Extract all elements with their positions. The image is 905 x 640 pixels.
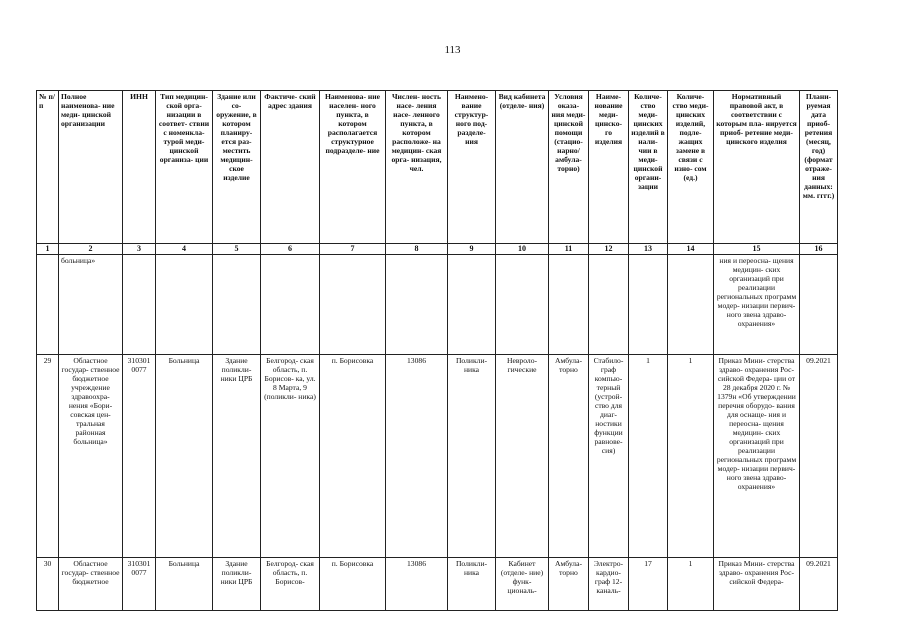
header-cell: Здание или со- оружение, в котором планиру- ется раз- местить медицин- ское изделие: [213, 91, 261, 244]
column-number: 5: [213, 244, 261, 255]
table-cell: 17: [629, 558, 668, 611]
table-cell: Областное государ- ственное бюджетное учреждение здравоохра- нения «Бори- совская цен- тральная районная больница»: [59, 355, 123, 558]
table-cell: ния и переосна- щения медицин- ских организаций при реализации региональных программ модер- низации первич- ного звена здраво- охранения»: [714, 255, 800, 355]
column-number: 15: [714, 244, 800, 255]
column-number: 10: [496, 244, 549, 255]
table-cell: Амбула- торно: [549, 558, 589, 611]
table-cell: Кабинет (отделе- ние) функ- циональ-: [496, 558, 549, 611]
table-cell: Поликли- ника: [448, 355, 496, 558]
table-cell: [156, 255, 213, 355]
page-number: 113: [444, 44, 461, 56]
table-cell: 310301 0077: [123, 355, 156, 558]
table-cell: больница»: [59, 255, 123, 355]
table-cell: 09.2021: [800, 558, 838, 611]
table-cell: [213, 255, 261, 355]
table-cell: 13086: [386, 355, 448, 558]
table-cell: [123, 255, 156, 355]
column-number: 12: [589, 244, 629, 255]
header-cell: Наиме- нование меди- цинско- го изделия: [589, 91, 629, 244]
header-cell: Наимено- вание структур- ного под- разделе- ния: [448, 91, 496, 244]
table-cell: [386, 255, 448, 355]
table-cell: 13086: [386, 558, 448, 611]
table-cell: [496, 255, 549, 355]
header-cell: Тип медицин- ской орга- низации в соответ- ствии с номенкла- турой меди- цинской организа- ции: [156, 91, 213, 244]
table-cell: Электро- кардио- граф 12- каналь-: [589, 558, 629, 611]
column-number: 8: [386, 244, 448, 255]
header-cell: Условия оказа- ния меди- цинской помощи (стацио- нарно/ амбула- торно): [549, 91, 589, 244]
table-cell: 1: [629, 355, 668, 558]
header-cell: Количе- ство меди- цинских изделий в нали- чии в меди- цинской органи- зации: [629, 91, 668, 244]
table-cell: [37, 255, 59, 355]
table-cell: Белгород- ская область, п. Борисов-: [261, 558, 320, 611]
column-number: 4: [156, 244, 213, 255]
header-cell: Полное наименова- ние меди- цинской организации: [59, 91, 123, 244]
table-cell: 29: [37, 355, 59, 558]
table-cell: п. Борисовка: [320, 558, 386, 611]
header-cell: Вид кабинета (отделе- ния): [496, 91, 549, 244]
table-cell: Приказ Мини- стерства здраво- охранения Рос- сийской Федера-: [714, 558, 800, 611]
table-cell: 1: [668, 355, 714, 558]
table-cell: Здание поликли- ники ЦРБ: [213, 558, 261, 611]
table-cell: Белгород- ская область, п. Борисов- ка, ул. 8 Марта, 9 (поликли- ника): [261, 355, 320, 558]
header-cell: № п/п: [37, 91, 59, 244]
table-cell: [589, 255, 629, 355]
table-row: [37, 355, 838, 558]
header-cell: Количе- ство меди- цинских изделий, подле- жащих замене в связи с изно- сом (ед.): [668, 91, 714, 244]
table-cell: [668, 255, 714, 355]
table-cell: [320, 255, 386, 355]
table-cell: Стабило- граф компью- терный (устрой- ство для диаг- ностики функции равнове- сия): [589, 355, 629, 558]
column-number: 9: [448, 244, 496, 255]
header-cell: Нормативный правовой акт, в соответствии с которым пла- нируется приоб- ретение меди- цинского изделия: [714, 91, 800, 244]
header-cell: Наименова- ние населен- ного пункта, в котором располагается структурное подразделе- ние: [320, 91, 386, 244]
table-cell: Здание поликли- ники ЦРБ: [213, 355, 261, 558]
equipment-table: [36, 90, 838, 611]
column-number-row: [37, 244, 838, 255]
table-cell: [261, 255, 320, 355]
table-cell: 30: [37, 558, 59, 611]
column-number: 16: [800, 244, 838, 255]
header-cell: ИНН: [123, 91, 156, 244]
table-cell: 1: [668, 558, 714, 611]
table-cell: Больница: [156, 558, 213, 611]
header-row: [37, 91, 838, 244]
column-number: 6: [261, 244, 320, 255]
table-cell: [629, 255, 668, 355]
column-number: 2: [59, 244, 123, 255]
column-number: 14: [668, 244, 714, 255]
table-cell: [800, 255, 838, 355]
column-number: 7: [320, 244, 386, 255]
table-cell: 09.2021: [800, 355, 838, 558]
table-row: [37, 558, 838, 611]
table-cell: Больница: [156, 355, 213, 558]
header-cell: Числен- ность насе- ления насе- ленного пункта, в котором расположе- на медицин- ская орга- низация, чел.: [386, 91, 448, 244]
table-cell: Амбула- торно: [549, 355, 589, 558]
column-number: 11: [549, 244, 589, 255]
table-cell: Областное государ- ственное бюджетное: [59, 558, 123, 611]
table-cell: [549, 255, 589, 355]
column-number: 3: [123, 244, 156, 255]
table-row: [37, 255, 838, 355]
column-number: 13: [629, 244, 668, 255]
header-cell: Плани- руемая дата приоб- ретения (месяц, год) (формат отраже- ния данных: мм. гггг.): [800, 91, 838, 244]
table-cell: Невроло- гические: [496, 355, 549, 558]
table-cell: Поликли- ника: [448, 558, 496, 611]
table-cell: Приказ Мини- стерства здраво- охранения Рос- сийской Федера- ции от 28 декабря 2020 г. № 1379н «Об утверждении перечня оборудо- вания для оснаще- ния и переосна- щения медицин- ских организаций при реализации региональных программ модер- низации первич- ного звена здраво- охранения»: [714, 355, 800, 558]
table-cell: 310301 0077: [123, 558, 156, 611]
table-cell: п. Борисовка: [320, 355, 386, 558]
header-cell: Фактиче- ский адрес здания: [261, 91, 320, 244]
column-number: 1: [37, 244, 59, 255]
table-cell: [448, 255, 496, 355]
